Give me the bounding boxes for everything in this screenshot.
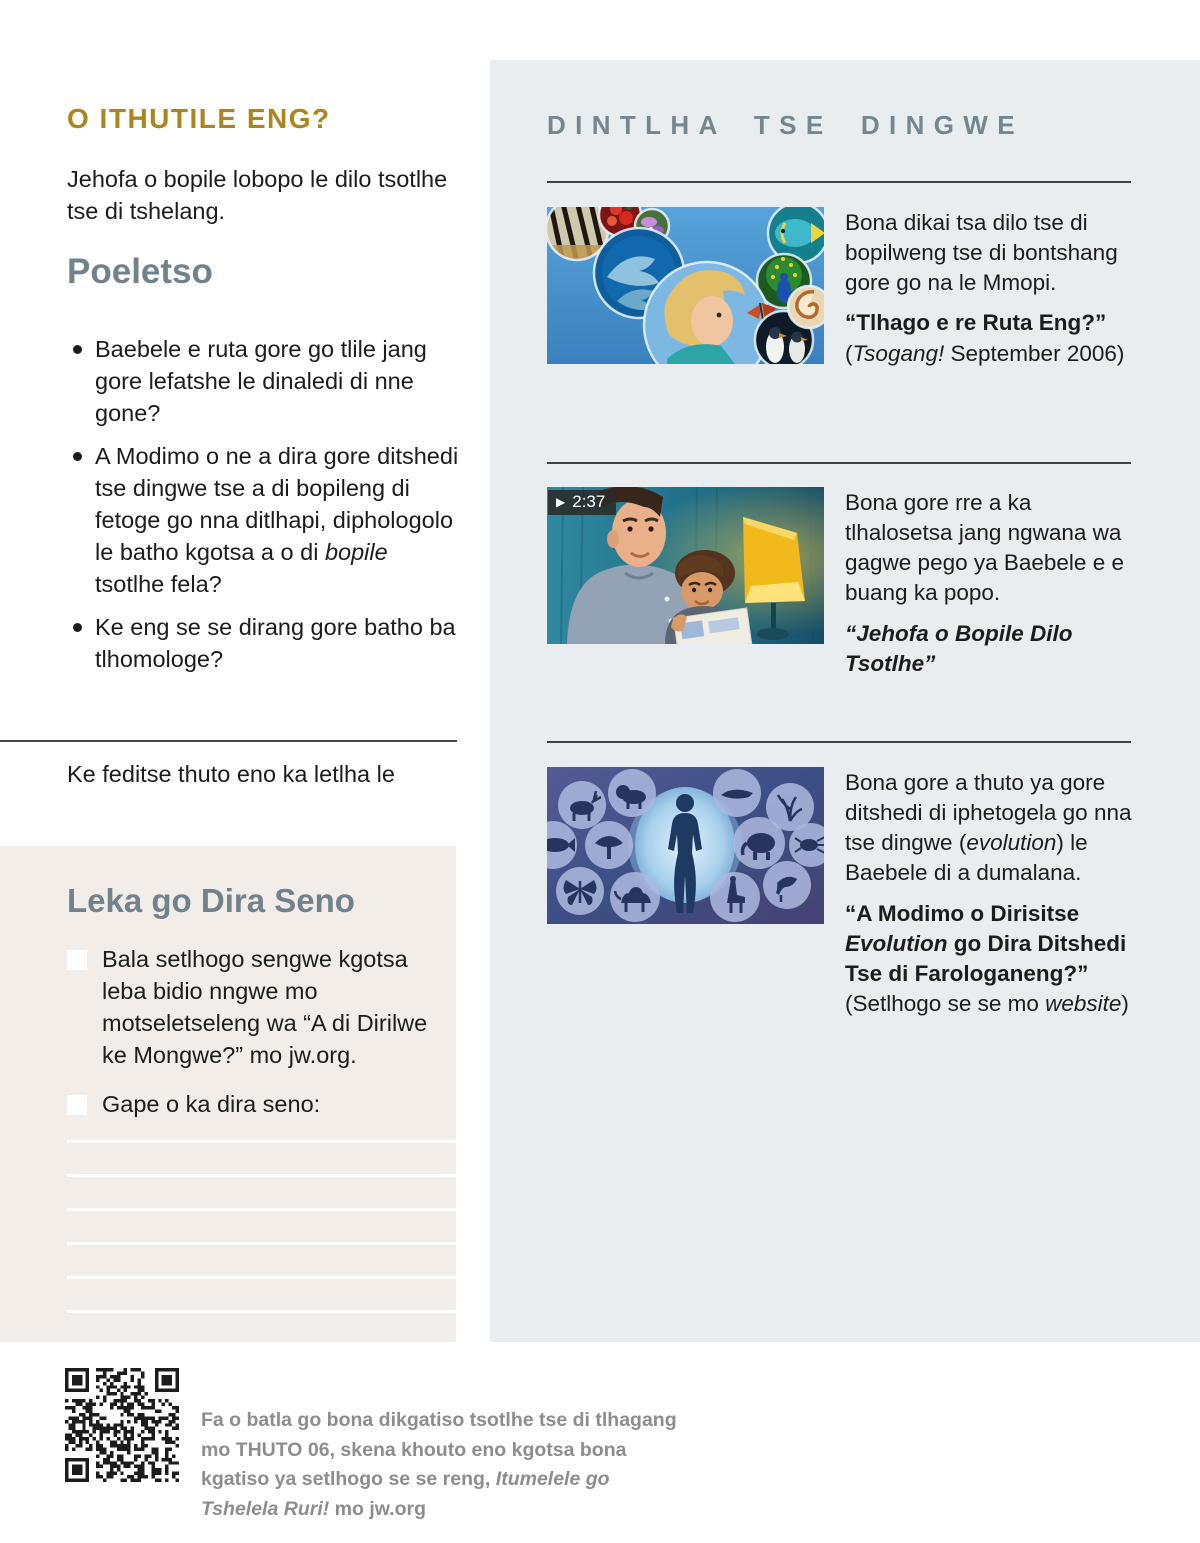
video-duration: 2:37 — [572, 492, 606, 511]
answer-line[interactable] — [67, 1242, 456, 1245]
source-magazine-name: Tsogang! — [852, 340, 945, 366]
section-divider — [0, 740, 457, 742]
video-duration-badge — [548, 490, 616, 515]
resource-text — [845, 767, 1145, 1019]
answer-line[interactable] — [67, 1208, 456, 1211]
checklist-item — [67, 944, 429, 1072]
title-note: ) — [1121, 990, 1129, 1016]
decorative-divider — [547, 462, 1131, 464]
footer — [65, 1368, 687, 1525]
try-this-box — [0, 846, 456, 1342]
description-text: ) le Baebele di a dumalana. — [845, 830, 1088, 886]
checkbox[interactable] — [67, 950, 87, 970]
bullet-icon — [73, 452, 82, 461]
resource-row — [547, 207, 1147, 369]
review-question — [67, 440, 459, 601]
article-title — [845, 899, 1145, 1020]
resource-text — [845, 487, 1145, 679]
checklist-item — [67, 1089, 429, 1121]
footer-note-italic: Itumelele go Tshelela Ruri! — [201, 1468, 610, 1520]
review-question — [67, 611, 459, 675]
review-question-list — [67, 333, 459, 685]
source-text: September 2006) — [944, 340, 1125, 366]
answer-line[interactable] — [67, 1276, 456, 1279]
answer-line[interactable] — [67, 1310, 456, 1313]
resource-description — [845, 768, 1145, 889]
answer-line[interactable] — [67, 1174, 456, 1177]
question-text: tsotlhe fela? — [95, 571, 222, 598]
question-text: Baebele e ruta gore go tlile jang gore lefatshe le dinaledi di nne gone? — [95, 336, 427, 427]
review-section-title: O ITHUTILE ENG? — [67, 103, 331, 134]
try-box-heading: Leka go Dira Seno — [67, 882, 355, 919]
resource-text — [845, 207, 1145, 369]
checkbox[interactable] — [67, 1095, 87, 1115]
title-note: (Setlhogo se se mo — [845, 990, 1046, 1016]
play-icon: ▶ — [556, 495, 566, 509]
decorative-divider — [547, 181, 1131, 183]
supplementary-panel — [490, 60, 1200, 1342]
resource-description: Bona gore rre a ka tlhalosetsa jang ngwana wa gagwe pego ya Baebele e e buang ka popo. — [845, 490, 1124, 606]
panel-heading: DINTLHA TSE DINGWE — [547, 110, 1024, 140]
video-title: “Jehofa o Bopile Dilo Tsotlhe” — [845, 620, 1073, 676]
question-text: A Modimo o ne a dira gore ditshedi tse dingwe tse a di bopileng di fetoge go nna ditlhapi, diphologolo le batho kgotsa a o di — [95, 442, 459, 566]
review-question — [67, 333, 459, 430]
title-italic: Evolution — [845, 930, 948, 956]
title-note-italic: website — [1045, 990, 1122, 1016]
video-thumbnail-father-son[interactable] — [547, 487, 824, 644]
review-summary: Jehofa o bopile lobopo le dilo tsotlhe tse di tshelang. — [67, 166, 448, 225]
answer-line[interactable] — [67, 1140, 456, 1143]
footer-note-text: mo jw.org — [329, 1497, 427, 1520]
checklist-item-label: Bala setlhogo sengwe kgotsa leba bidio nngwe mo motseletseleng wa “A di Dirilwe ke Mongwe?” mo jw.org. — [102, 946, 428, 1068]
footer-note-text: Fa o batla go bona dikgatiso tsotlhe tse di tlhagang mo THUTO 06, skena khouto eno kgotsa bona kgatiso ya setlhogo se se reng, — [201, 1409, 677, 1491]
source-text: ( — [845, 340, 853, 366]
question-text-italic: bopile — [324, 539, 388, 566]
resource-description: Bona dikai tsa dilo tse di bopilweng tse di bontshang gore go na le Mmopi. — [845, 210, 1118, 296]
poeletso-heading: Poeletso — [67, 252, 213, 291]
description-italic: evolution — [966, 830, 1057, 856]
evolution-article-thumbnail[interactable] — [547, 767, 824, 924]
decorative-divider — [547, 741, 1131, 743]
evolution-article-image — [547, 767, 824, 924]
bullet-icon — [73, 345, 82, 354]
checklist-item-label: Gape o ka dira seno: — [102, 1091, 321, 1117]
answer-lines — [67, 1140, 456, 1344]
completion-date-note: Ke feditse thuto eno ka letlha le — [67, 761, 395, 787]
article-title: “Tlhago e re Ruta Eng?” — [845, 310, 1107, 336]
footer-note — [201, 1368, 687, 1525]
question-text: Ke eng se se dirang gore batho ba tlhomologe? — [95, 613, 456, 672]
resource-row — [547, 487, 1147, 679]
resource-row — [547, 767, 1147, 1019]
title-text: go Dira Ditshedi Tse di Farologaneng?” — [845, 930, 1127, 986]
article-source — [845, 339, 1145, 369]
creation-collage-image — [547, 207, 824, 364]
creation-collage-thumbnail[interactable] — [547, 207, 824, 364]
bullet-icon — [73, 623, 82, 632]
description-text: Bona gore a thuto ya gore ditshedi di iphetogela go nna tse dingwe ( — [845, 770, 1132, 856]
qr-code — [65, 1368, 179, 1482]
title-text: “A Modimo o Dirisitse — [845, 900, 1080, 926]
